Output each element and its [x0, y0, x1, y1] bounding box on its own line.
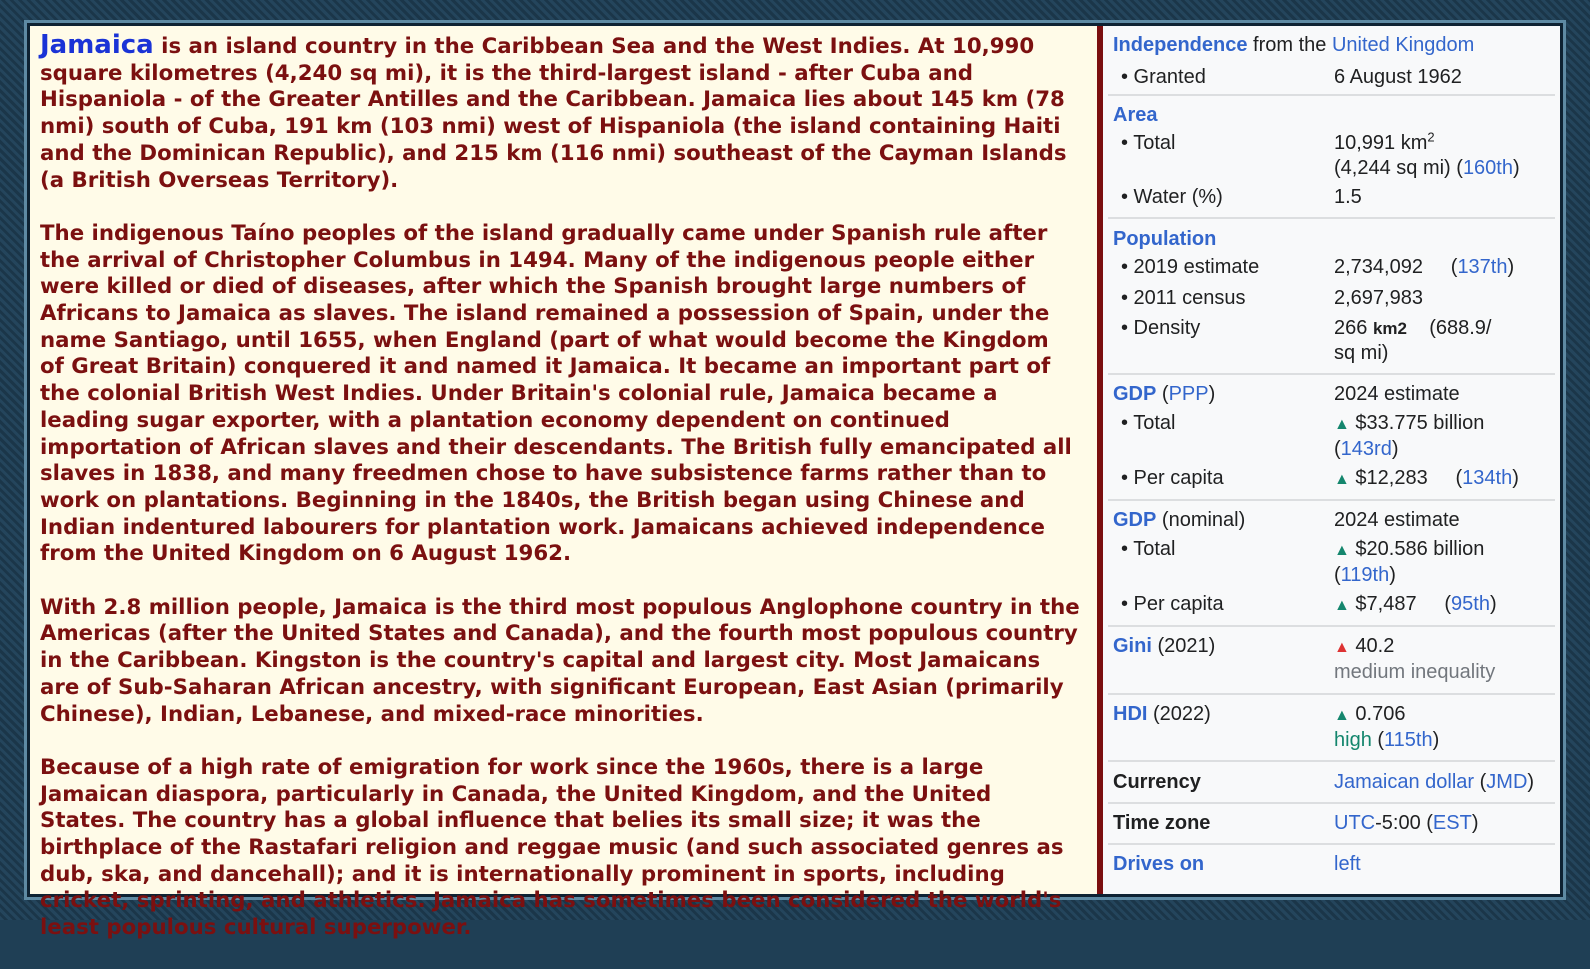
gdp-ppp-year: 2024 estimate: [1334, 383, 1460, 405]
currency-value: Jamaican dollar (JMD): [1334, 771, 1535, 793]
granted-value: 6 August 1962: [1334, 66, 1462, 88]
united-kingdom-link[interactable]: United Kingdom: [1331, 34, 1475, 56]
census-label: • 2011 census: [1121, 287, 1246, 309]
timezone-value: UTC-5:00 (EST): [1334, 812, 1479, 834]
independence-link[interactable]: Independence: [1113, 34, 1248, 56]
gdp-nominal-total-value: ▲ $20.586 billion (119th): [1334, 538, 1485, 586]
hdi-link[interactable]: HDI: [1113, 703, 1148, 725]
infobox: Independence from the United Kingdom • Granted 6 August 1962 Area • Total 10,991 $km^2$ (4,244 sq mi) (160th) • Water (%) 1.5 Population • 2019 estimate 2,734,092 (137th) • 2011 census 2,697,983 • Density 266 km2 (688.9/ sq mi) GDP (PPP) 2024 estimate • Total ▲ $33.775 billion (143rd) • Per capita ▲ $12,283 (134th) GDP (nominal) 2024 estimate • Total ▲ $20.586 billion (119th) • Per capita ▲ $7,487 (95th) Gini (2021) ▲ 40.2 medium inequality HDI (2022) ▲ 0.706 high (115th) Currency Jamaican dollar (JMD) Time zone UTC-5:00 (EST) Drives on left: [1103, 26, 1560, 894]
gini-value: ▲ 40.2 medium inequality: [1334, 635, 1496, 683]
gdp-ppp-pc-rank-link[interactable]: 134th: [1462, 467, 1513, 489]
census-value: 2,697,983: [1334, 287, 1423, 309]
separator: [1108, 499, 1555, 501]
article-text: [40, 32, 1080, 969]
density-value: 266 km2 (688.9/ sq mi): [1334, 317, 1492, 364]
separator: [1108, 843, 1555, 845]
area-total-label: • Total: [1121, 132, 1176, 154]
paragraph-4: Because of a high rate of emigration for work since the 1960s, there is a large Jamaican diaspora, particularly in Canada, the United Kingdom, and the United States. The country has a global influence that belies its small size; it was the birthplace of the Rastafari religion and reggae music (and such associated genres as dub, ska, and dancehall); and it is internationally prominent in sports, including cricket, sprinting, and athletics. Jamaica has sometimes been considered the world's least populous cultural superpower.: [40, 754, 1064, 941]
article-lead-title[interactable]: Jamaica: [40, 30, 154, 60]
water-label: • Water (%): [1121, 186, 1223, 208]
gdp-nominal-total-label: • Total: [1121, 538, 1176, 560]
drives-on-value[interactable]: left: [1334, 853, 1361, 875]
gdp-link[interactable]: GDP: [1113, 509, 1157, 531]
gini-description: medium inequality: [1334, 661, 1496, 683]
hdi-value: ▲ 0.706 high (115th): [1334, 703, 1440, 751]
increase-arrow-red-icon: ▲: [1334, 639, 1350, 656]
increase-arrow-icon: ▲: [1334, 707, 1350, 724]
content-panel: [30, 26, 1560, 941]
separator: [1108, 217, 1555, 219]
separator: [1108, 693, 1555, 695]
estimate-label: • 2019 estimate: [1121, 256, 1260, 278]
gdp-nominal-total-rank-link[interactable]: 119th: [1340, 564, 1390, 586]
area-link[interactable]: Area: [1113, 104, 1158, 126]
gdp-ppp-pc-label: • Per capita: [1121, 467, 1224, 489]
density-label: • Density: [1121, 317, 1201, 339]
separator: [1108, 94, 1555, 96]
estimate-value: 2,734,092 (137th): [1334, 256, 1515, 278]
separator: [1108, 760, 1555, 762]
paragraph-1: [40, 32, 1080, 194]
gdp-ppp-pc-value: ▲ $12,283 (134th): [1334, 467, 1519, 489]
increase-arrow-icon: ▲: [1334, 471, 1350, 488]
gdp-nominal-year: 2024 estimate: [1334, 509, 1460, 531]
drives-on-link[interactable]: Drives on: [1113, 853, 1205, 875]
population-rank-link[interactable]: 137th: [1457, 256, 1508, 278]
jamaican-dollar-link[interactable]: Jamaican dollar: [1334, 771, 1475, 793]
gdp-ppp-total-label: • Total: [1121, 412, 1176, 434]
gdp-nominal-pc-label: • Per capita: [1121, 593, 1224, 615]
independence-mid: from the: [1247, 34, 1332, 56]
separator: [1108, 373, 1555, 375]
paragraph-1-text: is an island country in the Caribbean Sea and the West Indies. At 10,990 square kilometres (4,240 sq mi), it is the third-largest island - after Cuba and Hispaniola - of the Greater Antilles and the Caribbean. Jamaica lies about 145 km (78 nmi) south of Cuba, 191 km (103 nmi) west of Hispaniola (the island containing Haiti and the Dominican Republic), and 215 km (116 nmi) southeast of the Cayman Islands (a British Overseas Territory).: [40, 34, 1067, 193]
increase-arrow-icon: ▲: [1334, 542, 1350, 559]
gdp-ppp-total-rank-link[interactable]: 143rd: [1340, 438, 1392, 460]
increase-arrow-icon: ▲: [1334, 416, 1350, 433]
gdp-nominal-pc-rank-link[interactable]: 95th: [1451, 593, 1490, 615]
water-value: 1.5: [1334, 186, 1362, 208]
granted-label: • Granted: [1121, 66, 1206, 88]
hdi-description: high: [1334, 729, 1372, 751]
increase-arrow-icon: ▲: [1334, 597, 1350, 614]
gdp-ppp-total-value: ▲ $33.775 billion (143rd): [1334, 412, 1485, 460]
area-total-value: 10,991 $km^2$ (4,244 sq mi) (160th): [1334, 129, 1520, 179]
utc-link[interactable]: UTC: [1334, 812, 1376, 834]
hdi-rank-link[interactable]: 115th: [1384, 729, 1433, 751]
gdp-nominal-pc-value: ▲ $7,487 (95th): [1334, 593, 1497, 615]
timezone-label: Time zone: [1113, 812, 1211, 834]
population-link[interactable]: Population: [1113, 228, 1217, 250]
area-rank-link[interactable]: 160th: [1462, 157, 1513, 179]
currency-label: Currency: [1113, 771, 1201, 793]
gini-link[interactable]: Gini: [1113, 635, 1152, 657]
paragraph-3: With 2.8 million people, Jamaica is the third most populous Anglophone country in the Americas (after the United States and Canada), and the fourth most populous country in the Caribbean. Kingston is the country's capital and largest city. Most Jamaicans are of Sub-Saharan African ancestry, with significant European, East Asian (primarily Chinese), Indian, Lebanese, and mixed-race minorities.: [40, 594, 1080, 727]
paragraph-2: The indigenous Taíno peoples of the island gradually came under Spanish rule after the arrival of Christopher Columbus in 1494. Many of the indigenous people either were killed or died of diseases, after which the Spanish brought large numbers of Africans to Jamaica as slaves. The island remained a possession of Spain, under the name Santiago, until 1655, when England (part of what would become the Kingdom of Great Britain) conquered it and named it Jamaica. It became an important part of the colonial British West Indies. Under Britain's colonial rule, Jamaica became a leading sugar exporter, with a plantation economy dependent on continued importation of African slaves and their descendants. The British fully emancipated all slaves in 1838, and many freedmen chose to have subsistence farms rather than to work on plantations. Beginning in the 1840s, the British began using Chinese and Indian indentured labourers for plantation work. Jamaicans achieved independence from the United Kingdom on 6 August 1962.: [40, 220, 1072, 567]
separator: [1108, 625, 1555, 627]
jmd-link[interactable]: JMD: [1486, 771, 1528, 793]
ppp-link[interactable]: PPP: [1168, 383, 1209, 405]
separator: [1108, 802, 1555, 804]
gdp-link[interactable]: GDP: [1113, 383, 1157, 405]
est-link[interactable]: EST: [1432, 812, 1472, 834]
